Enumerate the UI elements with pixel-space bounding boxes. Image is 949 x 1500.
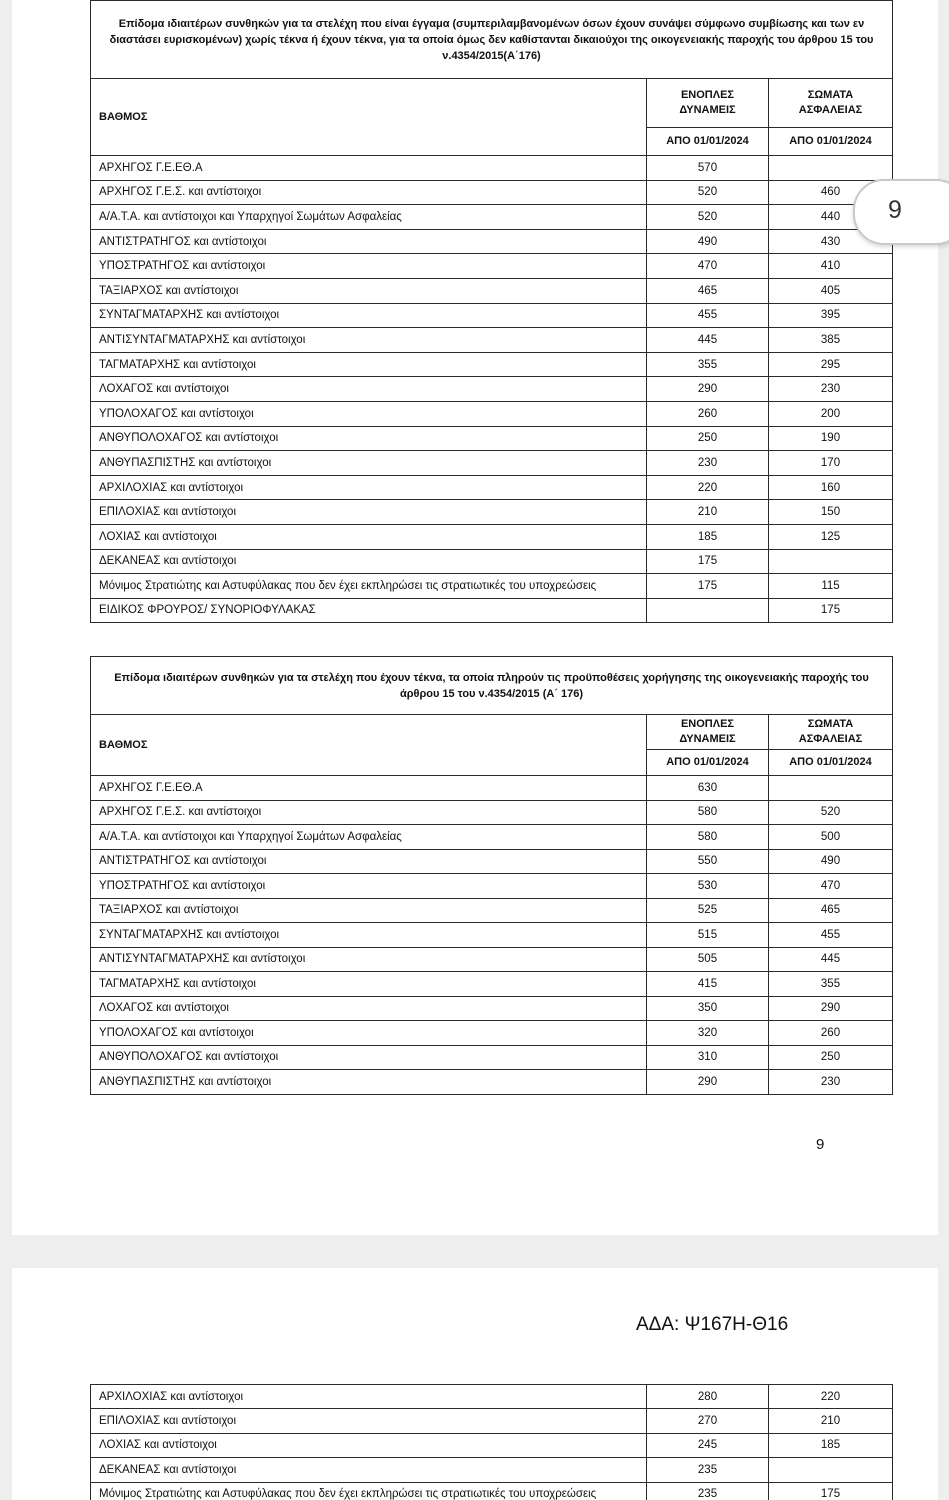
rank-cell: ΛΟΧΑΓΟΣ και αντίστοιχοι bbox=[91, 996, 647, 1021]
armed-forces-column-header: ΕΝΟΠΛΕΣ ΔΥΝΑΜΕΙΣ bbox=[647, 715, 769, 750]
security-forces-value bbox=[769, 776, 893, 801]
rank-cell: ΤΑΞΙΑΡΧΟΣ και αντίστοιχοι bbox=[91, 898, 647, 923]
security-forces-value bbox=[769, 156, 893, 181]
table-row bbox=[91, 574, 893, 599]
security-forces-value: 520 bbox=[769, 800, 893, 825]
armed-forces-date-header: ΑΠΟ 01/01/2024 bbox=[647, 750, 769, 776]
rank-cell: ΔΕΚΑΝΕΑΣ και αντίστοιχοι bbox=[91, 1458, 647, 1482]
rank-cell: ΕΠΙΛΟΧΙΑΣ και αντίστοιχοι bbox=[91, 1409, 647, 1433]
armed-forces-value: 320 bbox=[647, 1021, 769, 1046]
table-row bbox=[91, 156, 893, 181]
security-forces-value: 185 bbox=[769, 1433, 893, 1457]
table-title: Επίδομα ιδιαιτέρων συνθηκών για τα στελέχη που έχουν τέκνα, τα οποία πληρούν τις προϋποθέσεις χορήγησης της οικογενειακής παροχής του άρθρου 15 του ν.4354/2015 (Α΄ 176) bbox=[91, 657, 893, 715]
table-row bbox=[91, 549, 893, 574]
rank-cell: ΛΟΧΙΑΣ και αντίστοιχοι bbox=[91, 524, 647, 549]
table-row bbox=[91, 328, 893, 353]
armed-forces-value: 550 bbox=[647, 849, 769, 874]
table-row bbox=[91, 825, 893, 850]
allowance-table-with-children bbox=[90, 656, 893, 1095]
security-forces-value: 160 bbox=[769, 475, 893, 500]
security-forces-value: 290 bbox=[769, 996, 893, 1021]
table-row bbox=[91, 996, 893, 1021]
rank-cell: ΑΡΧΗΓΟΣ Γ.Ε.Σ. και αντίστοιχοι bbox=[91, 800, 647, 825]
table-row bbox=[91, 1458, 893, 1482]
table-row bbox=[91, 1409, 893, 1433]
armed-forces-value: 185 bbox=[647, 524, 769, 549]
table-row bbox=[91, 475, 893, 500]
armed-forces-date-header: ΑΠΟ 01/01/2024 bbox=[647, 128, 769, 156]
table-row bbox=[91, 1385, 893, 1409]
rank-cell: ΑΡΧΗΓΟΣ Γ.Ε.ΕΘ.Α bbox=[91, 156, 647, 181]
document-page bbox=[12, 0, 938, 1235]
security-forces-value: 210 bbox=[769, 1409, 893, 1433]
table-row bbox=[91, 451, 893, 476]
security-forces-value: 260 bbox=[769, 1021, 893, 1046]
table-row bbox=[91, 205, 893, 230]
table-row bbox=[91, 352, 893, 377]
table-row bbox=[91, 180, 893, 205]
armed-forces-value: 245 bbox=[647, 1433, 769, 1457]
armed-forces-value: 525 bbox=[647, 898, 769, 923]
rank-cell: ΑΝΘΥΠΑΣΠΙΣΤΗΣ και αντίστοιχοι bbox=[91, 1070, 647, 1095]
table-row bbox=[91, 1482, 893, 1500]
security-forces-value: 500 bbox=[769, 825, 893, 850]
armed-forces-value: 230 bbox=[647, 451, 769, 476]
rank-cell: ΕΙΔΙΚΟΣ ΦΡΟΥΡΟΣ/ ΣΥΝΟΡΙΟΦΥΛΑΚΑΣ bbox=[91, 598, 647, 623]
security-forces-value: 175 bbox=[769, 1482, 893, 1500]
rank-cell: ΑΝΤΙΣΥΝΤΑΓΜΑΤΑΡΧΗΣ και αντίστοιχοι bbox=[91, 947, 647, 972]
page-indicator-number: 9 bbox=[888, 196, 902, 224]
ada-code: ΑΔΑ: Ψ167Η-Θ16 bbox=[636, 1314, 789, 1335]
security-forces-value: 220 bbox=[769, 1385, 893, 1409]
table-row bbox=[91, 500, 893, 525]
rank-cell: ΑΡΧΗΓΟΣ Γ.Ε.Σ. και αντίστοιχοι bbox=[91, 180, 647, 205]
table-row bbox=[91, 598, 893, 623]
armed-forces-value: 630 bbox=[647, 776, 769, 801]
rank-cell: ΑΡΧΙΛΟΧΙΑΣ και αντίστοιχοι bbox=[91, 475, 647, 500]
armed-forces-value: 520 bbox=[647, 180, 769, 205]
armed-forces-value: 505 bbox=[647, 947, 769, 972]
security-forces-value: 175 bbox=[769, 598, 893, 623]
rank-cell: Α/Α.Τ.Α. και αντίστοιχοι και Υπαρχηγοί Σωμάτων Ασφαλείας bbox=[91, 825, 647, 850]
armed-forces-value: 520 bbox=[647, 205, 769, 230]
table-row bbox=[91, 800, 893, 825]
security-forces-date-header: ΑΠΟ 01/01/2024 bbox=[769, 128, 893, 156]
armed-forces-value: 355 bbox=[647, 352, 769, 377]
table-row bbox=[91, 377, 893, 402]
rank-cell: ΑΝΘΥΠΟΛΟΧΑΓΟΣ και αντίστοιχοι bbox=[91, 426, 647, 451]
armed-forces-value: 490 bbox=[647, 229, 769, 254]
security-forces-value: 115 bbox=[769, 574, 893, 599]
security-forces-date-header: ΑΠΟ 01/01/2024 bbox=[769, 750, 893, 776]
rank-cell: ΛΟΧΑΓΟΣ και αντίστοιχοι bbox=[91, 377, 647, 402]
armed-forces-value: 290 bbox=[647, 1070, 769, 1095]
armed-forces-value: 570 bbox=[647, 156, 769, 181]
table-row bbox=[91, 426, 893, 451]
table-row bbox=[91, 923, 893, 948]
security-forces-value bbox=[769, 1458, 893, 1482]
table-row bbox=[91, 1070, 893, 1095]
security-forces-value: 295 bbox=[769, 352, 893, 377]
armed-forces-value: 235 bbox=[647, 1482, 769, 1500]
security-forces-value: 125 bbox=[769, 524, 893, 549]
armed-forces-value: 235 bbox=[647, 1458, 769, 1482]
rank-cell: ΥΠΟΛΟΧΑΓΟΣ και αντίστοιχοι bbox=[91, 401, 647, 426]
rank-cell: ΑΡΧΗΓΟΣ Γ.Ε.ΕΘ.Α bbox=[91, 776, 647, 801]
security-forces-value: 250 bbox=[769, 1045, 893, 1070]
armed-forces-value bbox=[647, 598, 769, 623]
table-row bbox=[91, 303, 893, 328]
armed-forces-value: 465 bbox=[647, 278, 769, 303]
page-indicator-badge bbox=[853, 179, 949, 245]
security-forces-value: 230 bbox=[769, 377, 893, 402]
armed-forces-value: 175 bbox=[647, 549, 769, 574]
allowance-table-continued bbox=[90, 1384, 893, 1500]
security-forces-value: 405 bbox=[769, 278, 893, 303]
security-forces-column-header: ΣΩΜΑΤΑ ΑΣΦΑΛΕΙΑΣ bbox=[769, 79, 893, 128]
armed-forces-value: 470 bbox=[647, 254, 769, 279]
rank-cell: ΤΑΓΜΑΤΑΡΧΗΣ και αντίστοιχοι bbox=[91, 352, 647, 377]
security-forces-value: 190 bbox=[769, 426, 893, 451]
armed-forces-value: 210 bbox=[647, 500, 769, 525]
rank-cell: ΣΥΝΤΑΓΜΑΤΑΡΧΗΣ και αντίστοιχοι bbox=[91, 303, 647, 328]
table-row bbox=[91, 1021, 893, 1046]
armed-forces-value: 270 bbox=[647, 1409, 769, 1433]
armed-forces-column-header: ΕΝΟΠΛΕΣ ΔΥΝΑΜΕΙΣ bbox=[647, 79, 769, 128]
rank-cell: ΤΑΞΙΑΡΧΟΣ και αντίστοιχοι bbox=[91, 278, 647, 303]
table-row bbox=[91, 524, 893, 549]
rank-cell: ΑΝΤΙΣΤΡΑΤΗΓΟΣ και αντίστοιχοι bbox=[91, 849, 647, 874]
rank-column-header: ΒΑΘΜΟΣ bbox=[91, 79, 647, 156]
table-row bbox=[91, 1045, 893, 1070]
security-forces-value: 385 bbox=[769, 328, 893, 353]
armed-forces-value: 260 bbox=[647, 401, 769, 426]
armed-forces-value: 350 bbox=[647, 996, 769, 1021]
armed-forces-value: 515 bbox=[647, 923, 769, 948]
security-forces-value: 445 bbox=[769, 947, 893, 972]
armed-forces-value: 220 bbox=[647, 475, 769, 500]
table-row bbox=[91, 229, 893, 254]
armed-forces-value: 445 bbox=[647, 328, 769, 353]
rank-cell: ΕΠΙΛΟΧΙΑΣ και αντίστοιχοι bbox=[91, 500, 647, 525]
armed-forces-value: 310 bbox=[647, 1045, 769, 1070]
armed-forces-value: 280 bbox=[647, 1385, 769, 1409]
armed-forces-value: 530 bbox=[647, 874, 769, 899]
security-forces-value: 470 bbox=[769, 874, 893, 899]
table-row bbox=[91, 278, 893, 303]
security-forces-value: 460 bbox=[769, 180, 893, 205]
security-forces-value: 440 bbox=[769, 205, 893, 230]
security-forces-value: 170 bbox=[769, 451, 893, 476]
rank-cell: Μόνιμος Στρατιώτης και Αστυφύλακας που δεν έχει εκπληρώσει τις στρατιωτικές του υποχρεώσεις bbox=[91, 574, 647, 599]
table-row bbox=[91, 254, 893, 279]
security-forces-value: 200 bbox=[769, 401, 893, 426]
table-row bbox=[91, 776, 893, 801]
table-title: Επίδομα ιδιαιτέρων συνθηκών για τα στελέχη που είναι έγγαμα (συμπεριλαμβανομένων όσων έχουν συνάψει σύμφωνο συμβίωσης και των εν διαστάσει ευρισκομένων) χωρίς τέκνα ή έχουν τέκνα, για τα οποία όμως δεν καθίστανται δικαιούχοι της οικογενειακής παροχής του άρθρου 15 του ν.4354/2015(Α΄176) bbox=[91, 1, 893, 79]
armed-forces-value: 175 bbox=[647, 574, 769, 599]
rank-cell: ΑΝΤΙΣΤΡΑΤΗΓΟΣ και αντίστοιχοι bbox=[91, 229, 647, 254]
rank-cell: ΑΝΘΥΠΟΛΟΧΑΓΟΣ και αντίστοιχοι bbox=[91, 1045, 647, 1070]
security-forces-value: 410 bbox=[769, 254, 893, 279]
table-row bbox=[91, 1433, 893, 1457]
security-forces-value: 355 bbox=[769, 972, 893, 997]
security-forces-value: 490 bbox=[769, 849, 893, 874]
rank-cell: ΥΠΟΣΤΡΑΤΗΓΟΣ και αντίστοιχοι bbox=[91, 874, 647, 899]
table-row bbox=[91, 849, 893, 874]
security-forces-value: 395 bbox=[769, 303, 893, 328]
rank-cell: ΑΝΘΥΠΑΣΠΙΣΤΗΣ και αντίστοιχοι bbox=[91, 451, 647, 476]
rank-cell: ΑΡΧΙΛΟΧΙΑΣ και αντίστοιχοι bbox=[91, 1385, 647, 1409]
security-forces-value: 150 bbox=[769, 500, 893, 525]
armed-forces-value: 580 bbox=[647, 800, 769, 825]
document-page bbox=[12, 1268, 938, 1500]
security-forces-column-header: ΣΩΜΑΤΑ ΑΣΦΑΛΕΙΑΣ bbox=[769, 715, 893, 750]
rank-cell: ΔΕΚΑΝΕΑΣ και αντίστοιχοι bbox=[91, 549, 647, 574]
rank-column-header: ΒΑΘΜΟΣ bbox=[91, 715, 647, 776]
armed-forces-value: 250 bbox=[647, 426, 769, 451]
rank-cell: ΤΑΓΜΑΤΑΡΧΗΣ και αντίστοιχοι bbox=[91, 972, 647, 997]
rank-cell: ΑΝΤΙΣΥΝΤΑΓΜΑΤΑΡΧΗΣ και αντίστοιχοι bbox=[91, 328, 647, 353]
page-number: 9 bbox=[816, 1136, 825, 1153]
table-row bbox=[91, 401, 893, 426]
armed-forces-value: 455 bbox=[647, 303, 769, 328]
security-forces-value bbox=[769, 549, 893, 574]
security-forces-value: 465 bbox=[769, 898, 893, 923]
armed-forces-value: 290 bbox=[647, 377, 769, 402]
rank-cell: ΣΥΝΤΑΓΜΑΤΑΡΧΗΣ και αντίστοιχοι bbox=[91, 923, 647, 948]
security-forces-value: 230 bbox=[769, 1070, 893, 1095]
armed-forces-value: 580 bbox=[647, 825, 769, 850]
allowance-table-married bbox=[90, 0, 893, 623]
security-forces-value: 430 bbox=[769, 229, 893, 254]
table-row bbox=[91, 972, 893, 997]
table-row bbox=[91, 947, 893, 972]
rank-cell: ΛΟΧΙΑΣ και αντίστοιχοι bbox=[91, 1433, 647, 1457]
rank-cell: ΥΠΟΣΤΡΑΤΗΓΟΣ και αντίστοιχοι bbox=[91, 254, 647, 279]
rank-cell: ΥΠΟΛΟΧΑΓΟΣ και αντίστοιχοι bbox=[91, 1021, 647, 1046]
armed-forces-value: 415 bbox=[647, 972, 769, 997]
security-forces-value: 455 bbox=[769, 923, 893, 948]
table-row bbox=[91, 874, 893, 899]
rank-cell: Μόνιμος Στρατιώτης και Αστυφύλακας που δεν έχει εκπληρώσει τις στρατιωτικές του υποχρεώσεις bbox=[91, 1482, 647, 1500]
rank-cell: Α/Α.Τ.Α. και αντίστοιχοι και Υπαρχηγοί Σωμάτων Ασφαλείας bbox=[91, 205, 647, 230]
table-row bbox=[91, 898, 893, 923]
